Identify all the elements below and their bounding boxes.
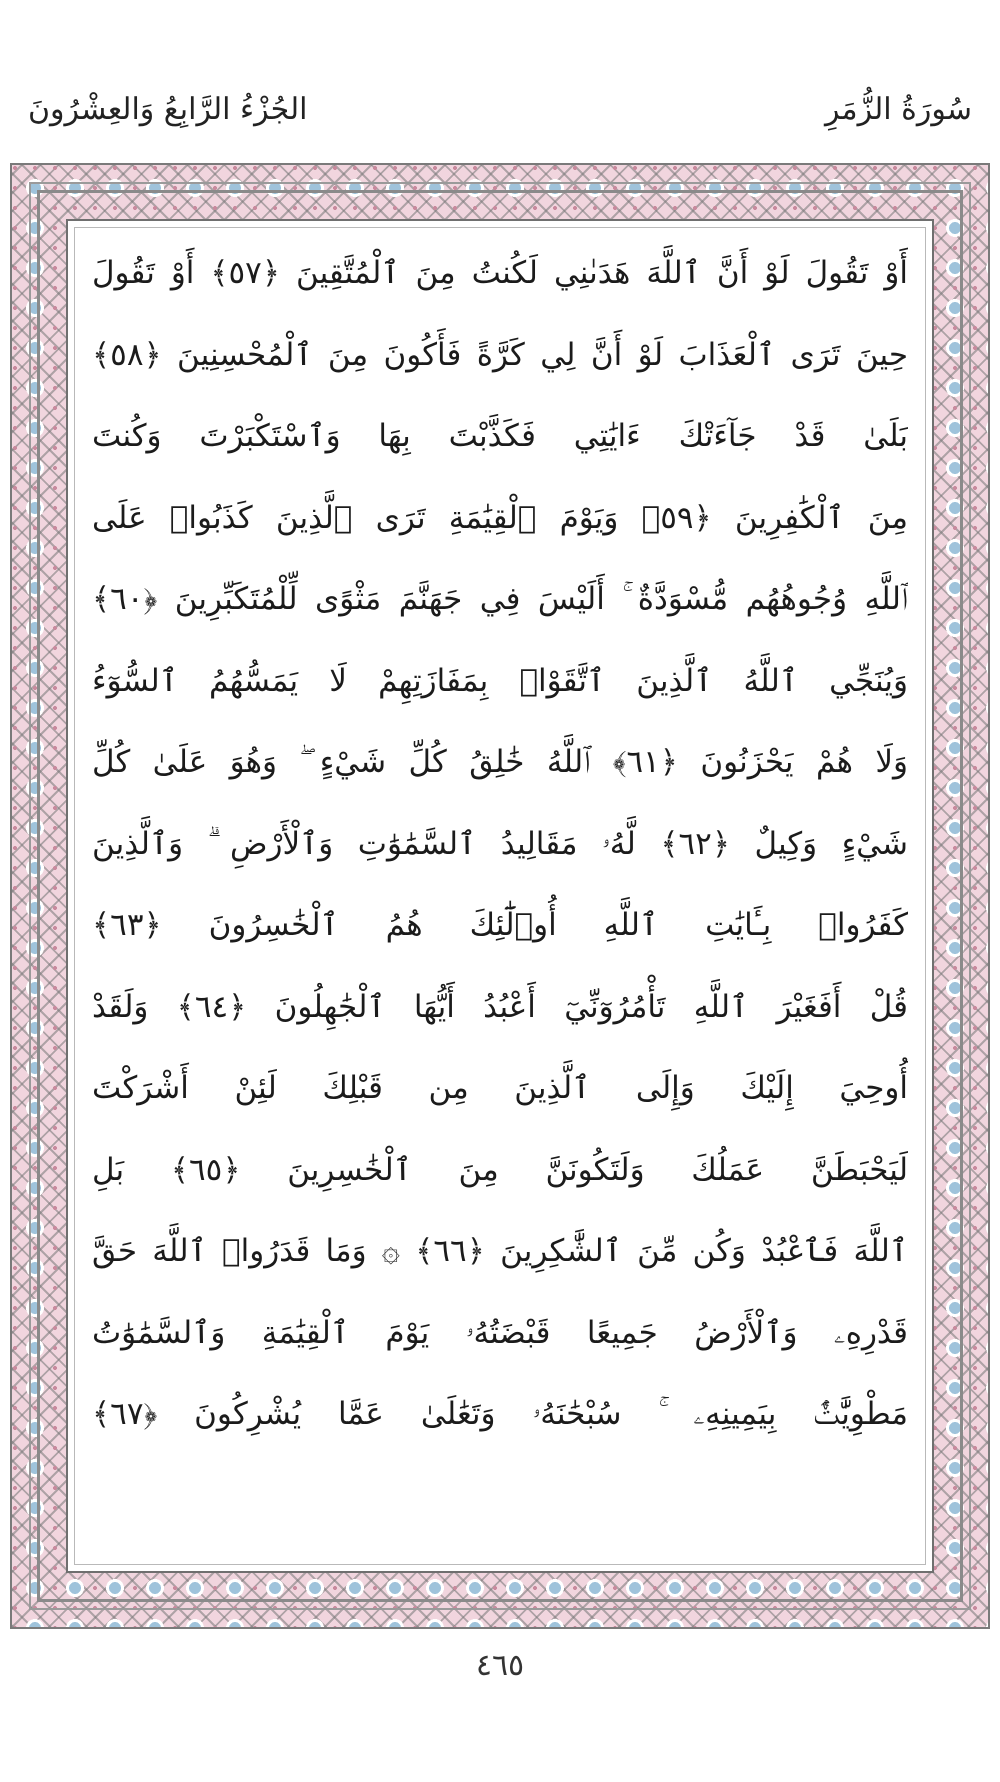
text-line: مِنَ ٱلْكَٰفِرِينَ ﴿٥٩﴾ وَيَوْمَ ٱلْقِيَٰمَةِ تَرَى ٱلَّذِينَ كَذَبُوا۟ عَلَى	[92, 499, 908, 536]
surah-name-header: سُورَةُ الزُّمَرِ	[824, 92, 972, 127]
text-line: ٱللَّهَ فَٱعْبُدْ وَكُن مِّنَ ٱلشَّٰكِرِينَ ﴿٦٦﴾ ۞ وَمَا قَدَرُوا۟ ٱللَّهَ حَقَّ	[92, 1233, 908, 1269]
text-line: قُلْ أَفَغَيْرَ ٱللَّهِ تَأْمُرُوٓنِّيٓ أَعْبُدُ أَيُّهَا ٱلْجَٰهِلُونَ ﴿٦٤﴾ وَلَقَدْ	[92, 988, 908, 1025]
text-line: لَيَحْبَطَنَّ عَمَلُكَ وَلَتَكُونَنَّ مِنَ ٱلْخَٰسِرِينَ ﴿٦٥﴾ بَلِ	[92, 1151, 908, 1188]
text-line: بَلَىٰ قَدْ جَآءَتْكَ ءَايَٰتِي فَكَذَّبْتَ بِهَا وَٱسْتَكْبَرْتَ وَكُنتَ	[92, 418, 908, 454]
text-line: كَفَرُوا۟ بِـَٔايَٰتِ ٱللَّهِ أُو۟لَٰٓئِكَ هُمُ ٱلْخَٰسِرُونَ ﴿٦٣﴾	[92, 907, 908, 943]
text-line: شَيْءٍ وَكِيلٌ ﴿٦٢﴾ لَّهُۥ مَقَالِيدُ ٱلسَّمَٰوَٰتِ وَٱلْأَرْضِ ۗ وَٱلَّذِينَ	[92, 825, 908, 862]
text-line: قَدْرِهِۦ وَٱلْأَرْضُ جَمِيعًا قَبْضَتُهُۥ يَوْمَ ٱلْقِيَٰمَةِ وَٱلسَّمَٰوَٰتُ	[92, 1314, 908, 1351]
page-text	[66, 219, 934, 1456]
text-line: حِينَ تَرَى ٱلْعَذَابَ لَوْ أَنَّ لِي كَرَّةً فَأَكُونَ مِنَ ٱلْمُحْسِنِينَ ﴿٥٨﴾	[92, 336, 908, 373]
text-line: أُوحِيَ إِلَيْكَ وَإِلَى ٱلَّذِينَ مِن قَبْلِكَ لَئِنْ أَشْرَكْتَ	[92, 1070, 908, 1106]
text-line: أَوْ تَقُولَ لَوْ أَنَّ ٱللَّهَ هَدَىٰنِي لَكُنتُ مِنَ ٱلْمُتَّقِينَ ﴿٥٧﴾ أَوْ تَقُولَ	[92, 255, 908, 291]
text-line: مَطْوِيَّٰتٌۢ بِيَمِينِهِۦ ۚ سُبْحَٰنَهُۥ وَتَعَٰلَىٰ عَمَّا يُشْرِكُونَ ﴿٦٧﴾	[92, 1396, 908, 1432]
page-number: ٤٦٥	[475, 1648, 525, 1683]
text-line: وَيُنَجِّي ٱللَّهُ ٱلَّذِينَ ٱتَّقَوْا۟ بِمَفَازَتِهِمْ لَا يَمَسُّهُمُ ٱلسُّوٓءُ	[92, 662, 908, 699]
text-line: ٱللَّهِ وُجُوهُهُم مُّسْوَدَّةٌ ۚ أَلَيْسَ فِي جَهَنَّمَ مَثْوًى لِّلْمُتَكَبِّرِينَ ﴿٦٠﴾	[92, 581, 908, 617]
juz-name-header: الجُزْءُ الرَّابِعُ وَالعِشْرُونَ	[28, 92, 308, 127]
text-line: وَلَا هُمْ يَحْزَنُونَ ﴿٦١﴾ ٱللَّهُ خَٰلِقُ كُلِّ شَيْءٍ ۖ وَهُوَ عَلَىٰ كُلِّ	[92, 744, 908, 780]
